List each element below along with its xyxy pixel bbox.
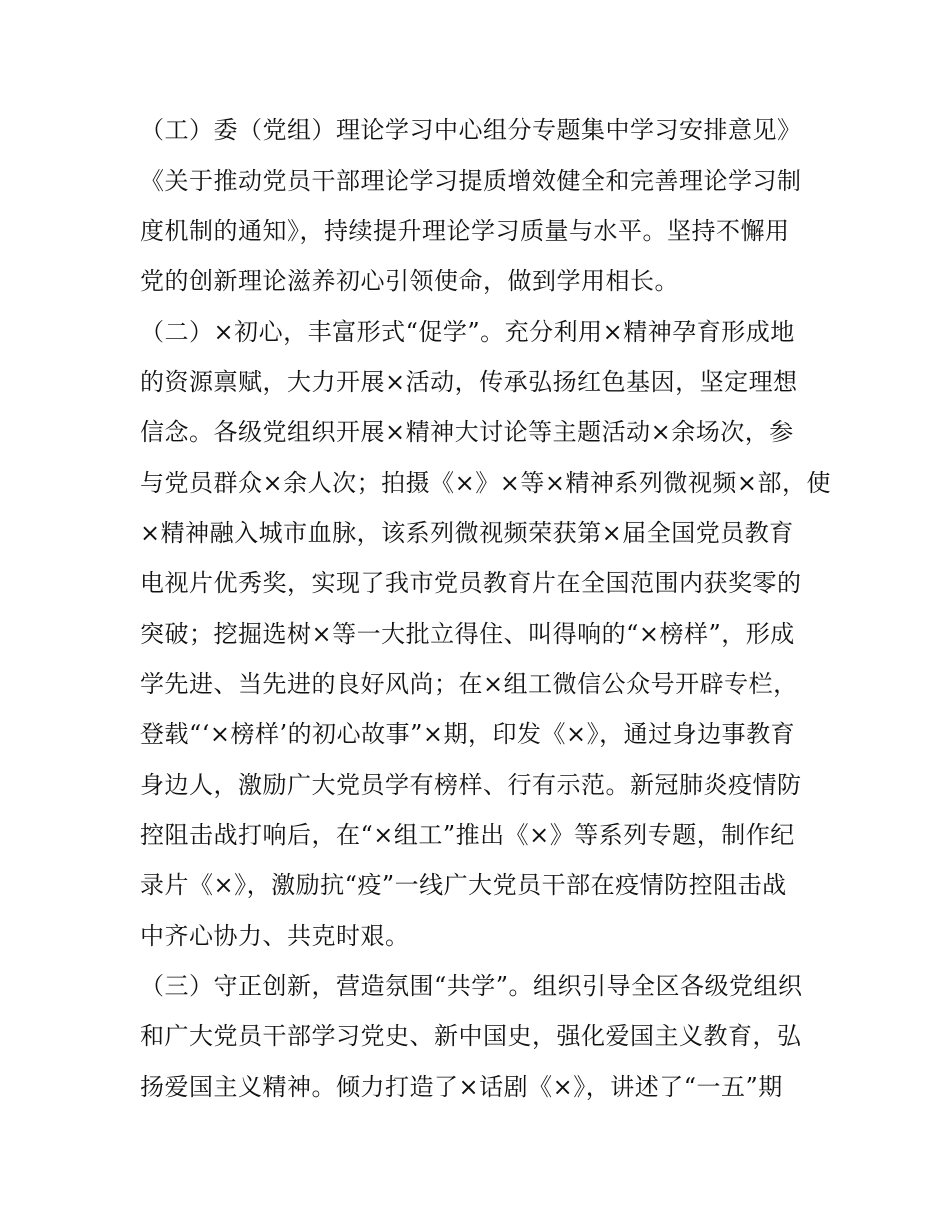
text-line: 突破；挖掘选树×等一大批立得住、叫得响的“×榜样”，形成 xyxy=(140,620,795,648)
text-line: 与党员群众×余人次；拍摄《×》×等×精神系列微视频×部，使 xyxy=(140,469,832,497)
text-line: 信念。各级党组织开展×精神大讨论等主题活动×余场次，参 xyxy=(140,418,794,446)
text-line: 和广大党员干部学习党史、新中国史，强化爱国主义教育，弘 xyxy=(140,1022,802,1050)
text-line: 中齐心协力、共克时艰。 xyxy=(140,922,410,950)
text-line: 扬爱国主义精神。倾力打造了×话剧《×》，讲述了“一五”期 xyxy=(140,1073,783,1101)
text-line: 身边人，激励广大党员学有榜样、行有示范。新冠肺炎疫情防 xyxy=(140,771,802,799)
text-line: 学先进、当先进的良好风尚；在×组工微信公众号开辟专栏， xyxy=(140,670,798,698)
text-line: 党的创新理论滋养初心引领使命，做到学用相长。 xyxy=(140,267,679,295)
text-line: 度机制的通知》，持续提升理论学习质量与水平。坚持不懈用 xyxy=(140,217,790,245)
text-line: 电视片优秀奖，实现了我市党员教育片在全国范围内获奖零的 xyxy=(140,569,802,597)
text-line: 登载“‘×榜样’的初心故事”×期，印发《×》，通过身边事教育 xyxy=(140,720,796,748)
text-line: （二）×初心，丰富形式“促学”。充分利用×精神孕育形成地 xyxy=(140,318,795,346)
text-line: ×精神融入城市血脉，该系列微视频荣获第×届全国党员教育 xyxy=(140,519,794,547)
text-line: （工）委（党组）理论学习中心组分专题集中学习安排意见》 xyxy=(140,116,802,144)
text-line: 的资源禀赋，大力开展×活动，传承弘扬红色基因，坚定理想 xyxy=(140,368,798,396)
text-line: （三）守正创新，营造氛围“共学”。组织引导全区各级党组织 xyxy=(140,972,803,1000)
text-line: 录片《×》，激励抗“疫”一线广大党员干部在疫情防控阻击战 xyxy=(140,871,787,899)
text-line: 《关于推动党员干部理论学习提质增效健全和完善理论学习制 xyxy=(140,167,802,195)
text-line: 控阻击战打响后，在“×组工”推出《×》等系列专题，制作纪 xyxy=(140,821,795,849)
